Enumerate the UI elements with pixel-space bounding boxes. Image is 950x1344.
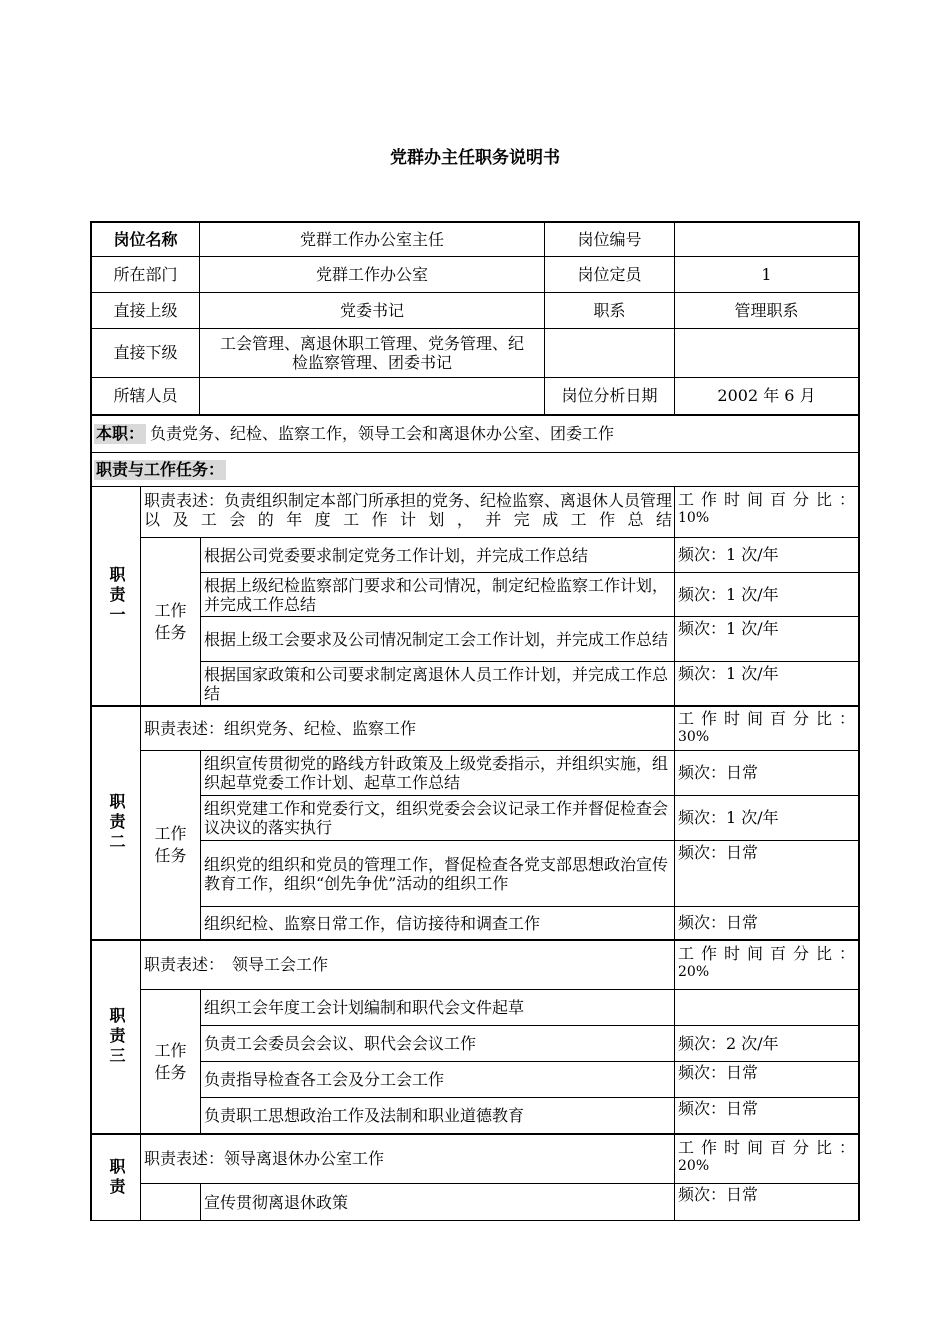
duty-3-task-4-freq: 频次：日常 <box>675 1098 860 1135</box>
value-subordinates: 工会管理、离退休职工管理、党务管理、纪检监察管理、团委书记 <box>200 329 545 378</box>
label-job-family: 职系 <box>545 293 675 329</box>
duty-3-task-3: 负责指导检查各工会及分工会工作 <box>201 1062 675 1098</box>
section-label: 职责与工作任务： <box>96 459 225 479</box>
label-position-code: 岗位编号 <box>545 221 675 257</box>
duty-3-task-2-freq: 频次：2 次/年 <box>675 1026 860 1062</box>
duty-3-label: 职责三 <box>90 941 141 1135</box>
duty-2-task-1-freq: 频次：日常 <box>675 751 860 796</box>
duty-2-pct: 工作时间百分比： 30% <box>675 707 860 751</box>
duty-1-task-2-freq: 频次：1 次/年 <box>675 573 860 617</box>
duty-2-label: 职责二 <box>90 707 141 941</box>
duty-3-task-4: 负责职工思想政治工作及法制和职业道德教育 <box>201 1098 675 1135</box>
duty-2-task-label: 工作任务 <box>141 751 201 941</box>
duty-3-statement: 职责表述： 领导工会工作 <box>141 941 675 990</box>
duty-3-pct: 工作时间百分比： 20% <box>675 941 860 990</box>
duty-4-statement: 职责表述：领导离退休办公室工作 <box>141 1135 675 1184</box>
empty-cell-r4c4 <box>675 329 860 378</box>
duty-2-task-1: 组织宣传贯彻党的路线方针政策及上级党委指示，并组织实施，组织起草党委工作计划、起草工作总结 <box>201 751 675 796</box>
duty-4-task-label-cell <box>141 1184 201 1221</box>
label-subordinates: 直接下级 <box>90 329 200 378</box>
duty-4-task-1: 宣传贯彻离退休政策 <box>201 1184 675 1221</box>
duty-4-task-1-freq: 频次：日常 <box>675 1184 860 1221</box>
label-department: 所在部门 <box>90 257 200 293</box>
label-staff: 所辖人员 <box>90 378 200 415</box>
duty-1-task-1: 根据公司党委要求制定党务工作计划，并完成工作总结 <box>201 538 675 573</box>
duty-4-label: 职责 <box>90 1135 141 1221</box>
duty-1-task-4-freq: 频次：1 次/年 <box>675 662 860 707</box>
duty-2-task-4-freq: 频次：日常 <box>675 907 860 941</box>
duty-2-task-3-freq: 频次：日常 <box>675 841 860 907</box>
duty-3-task-2: 负责工会委员会会议、职代会会议工作 <box>201 1026 675 1062</box>
value-superior: 党委书记 <box>200 293 545 329</box>
duty-1-label: 职责一 <box>90 487 141 707</box>
duty-1-task-3: 根据上级工会要求及公司情况制定工会工作计划，并完成工作总结 <box>201 617 675 662</box>
duty-1-task-4: 根据国家政策和公司要求制定离退休人员工作计划，并完成工作总结 <box>201 662 675 707</box>
duty-3-task-label: 工作任务 <box>141 990 201 1135</box>
label-headcount: 岗位定员 <box>545 257 675 293</box>
section-header <box>90 453 860 487</box>
duty-1-task-1-freq: 频次：1 次/年 <box>675 538 860 573</box>
label-superior: 直接上级 <box>90 293 200 329</box>
duty-1-task-label: 工作任务 <box>141 538 201 707</box>
duty-3-task-1: 组织工会年度工会计划编制和职代会文件起草 <box>201 990 675 1026</box>
duty-2-task-2-freq: 频次：1 次/年 <box>675 796 860 841</box>
value-staff <box>200 378 545 415</box>
value-department: 党群工作办公室 <box>200 257 545 293</box>
label-position-name: 岗位名称 <box>90 221 200 257</box>
duty-2-task-4: 组织纪检、监察日常工作，信访接待和调查工作 <box>201 907 675 941</box>
duty-label: 本职： <box>96 424 145 443</box>
duty-4-pct: 工作时间百分比： 20% <box>675 1135 860 1184</box>
duty-1-pct: 工作时间百分比： 10% <box>675 487 860 538</box>
duty-3-task-3-freq: 频次：日常 <box>675 1062 860 1098</box>
duty-3-task-1-freq <box>675 990 860 1026</box>
duty-1-task-3-freq: 频次：1 次/年 <box>675 617 860 662</box>
duty-row <box>90 414 860 453</box>
value-position-code <box>675 221 860 257</box>
value-analysis-date: 2002 年 6 月 <box>675 378 860 415</box>
duty-1-task-2: 根据上级纪检监察部门要求和公司情况，制定纪检监察工作计划，并完成工作总结 <box>201 573 675 617</box>
duty-2-statement: 职责表述：组织党务、纪检、监察工作 <box>141 707 675 751</box>
value-position-name: 党群工作办公室主任 <box>200 221 545 257</box>
job-description-table <box>90 221 860 1221</box>
empty-cell-r4c3 <box>545 329 675 378</box>
duty-2-task-3: 组织党的组织和党员的管理工作，督促检查各党支部思想政治宣传教育工作，组织“创先争优”活动的组织工作 <box>201 841 675 907</box>
value-job-family: 管理职系 <box>675 293 860 329</box>
value-headcount: 1 <box>675 257 860 293</box>
duty-2-task-2: 组织党建工作和党委行文，组织党委会会议记录工作并督促检查会议决议的落实执行 <box>201 796 675 841</box>
duty-text: 负责党务、纪检、监察工作，领导工会和离退休办公室、团委工作 <box>150 424 615 443</box>
page-title: 党群办主任职务说明书 <box>390 148 560 168</box>
duty-1-statement: 职责表述：负责组织制定本部门所承担的党务、纪检监察、离退休人员管理以及工会的年度工作计划，并完成工作总结 <box>141 487 675 538</box>
label-analysis-date: 岗位分析日期 <box>545 378 675 415</box>
